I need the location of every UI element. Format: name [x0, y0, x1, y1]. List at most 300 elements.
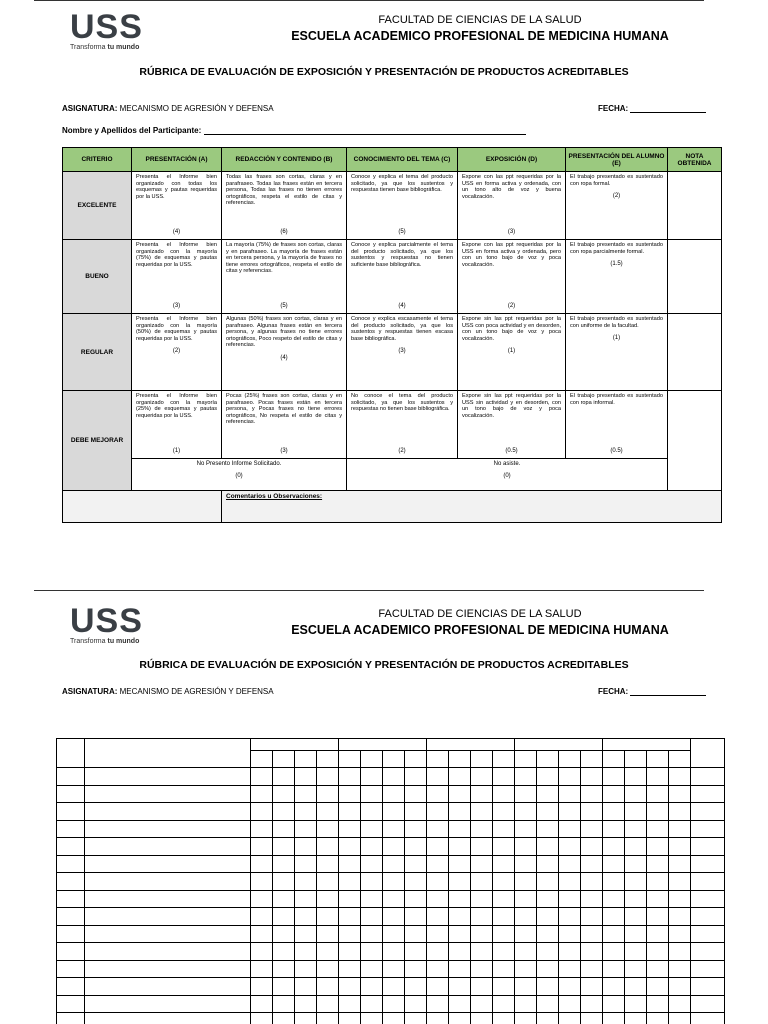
grid-cell[interactable] [669, 838, 691, 856]
grid-cell[interactable] [405, 890, 427, 908]
grid-cell[interactable] [295, 890, 317, 908]
grid-cell[interactable] [251, 820, 273, 838]
grid-cell[interactable] [273, 890, 295, 908]
grid-cell[interactable] [361, 978, 383, 996]
grid-cell[interactable] [405, 768, 427, 786]
date-field[interactable] [630, 112, 706, 113]
grid-cell[interactable] [493, 943, 515, 961]
grid-cell[interactable] [427, 960, 449, 978]
grid-cell[interactable] [295, 1013, 317, 1024]
grid-cell[interactable] [295, 820, 317, 838]
grid-cell[interactable] [295, 785, 317, 803]
grid-cell[interactable] [603, 995, 625, 1013]
grid-cell[interactable] [493, 960, 515, 978]
grid-cell[interactable] [85, 1013, 251, 1024]
grid-cell[interactable] [339, 890, 361, 908]
grid-cell[interactable] [317, 890, 339, 908]
grid-cell[interactable] [691, 943, 725, 961]
grid-cell[interactable] [317, 873, 339, 891]
grid-cell[interactable] [625, 943, 647, 961]
grid-cell[interactable] [57, 768, 85, 786]
grid-cell[interactable] [317, 908, 339, 926]
grid-cell[interactable] [603, 978, 625, 996]
grid-cell[interactable] [515, 890, 537, 908]
grid-cell[interactable] [493, 1013, 515, 1024]
grid-cell[interactable] [383, 820, 405, 838]
grid-cell[interactable] [57, 1013, 85, 1024]
grid-cell[interactable] [691, 768, 725, 786]
grid-cell[interactable] [405, 995, 427, 1013]
grid-cell[interactable] [669, 855, 691, 873]
grid-cell[interactable] [383, 890, 405, 908]
grid-cell[interactable] [669, 768, 691, 786]
grid-cell[interactable] [449, 838, 471, 856]
grid-cell[interactable] [251, 943, 273, 961]
grid-cell[interactable] [383, 838, 405, 856]
grid-cell[interactable] [493, 873, 515, 891]
grid-cell[interactable] [647, 978, 669, 996]
grid-cell[interactable] [427, 768, 449, 786]
grid-cell[interactable] [449, 978, 471, 996]
grid-cell[interactable] [581, 943, 603, 961]
grid-cell[interactable] [427, 855, 449, 873]
grid-cell[interactable] [471, 925, 493, 943]
grid-cell[interactable] [361, 768, 383, 786]
grid-cell[interactable] [647, 873, 669, 891]
grid-cell[interactable] [295, 978, 317, 996]
grid-cell[interactable] [669, 925, 691, 943]
grid-subheader-cell[interactable] [251, 751, 273, 768]
grid-cell[interactable] [625, 838, 647, 856]
grid-cell[interactable] [559, 838, 581, 856]
grid-cell[interactable] [251, 908, 273, 926]
grid-cell[interactable] [537, 908, 559, 926]
grid-cell[interactable] [471, 908, 493, 926]
grid-cell[interactable] [273, 785, 295, 803]
grid-cell[interactable] [603, 820, 625, 838]
comments-cell[interactable] [222, 491, 722, 523]
grid-cell[interactable] [85, 995, 251, 1013]
grid-subheader-cell[interactable] [493, 751, 515, 768]
grid-cell[interactable] [647, 925, 669, 943]
grid-cell[interactable] [317, 1013, 339, 1024]
grid-cell[interactable] [449, 768, 471, 786]
grid-cell[interactable] [449, 855, 471, 873]
grid-cell[interactable] [427, 908, 449, 926]
grid-subheader-cell[interactable] [471, 751, 493, 768]
grid-cell[interactable] [295, 995, 317, 1013]
grid-cell[interactable] [339, 960, 361, 978]
grid-cell[interactable] [625, 890, 647, 908]
grid-cell[interactable] [339, 873, 361, 891]
grid-cell[interactable] [449, 925, 471, 943]
grid-cell[interactable] [625, 785, 647, 803]
grid-cell[interactable] [625, 1013, 647, 1024]
grid-cell[interactable] [405, 960, 427, 978]
grid-cell[interactable] [691, 960, 725, 978]
grid-cell[interactable] [405, 943, 427, 961]
grid-cell[interactable] [339, 1013, 361, 1024]
grid-cell[interactable] [493, 978, 515, 996]
grid-cell[interactable] [559, 873, 581, 891]
grid-cell[interactable] [691, 890, 725, 908]
grid-cell[interactable] [493, 838, 515, 856]
grid-name-header[interactable] [85, 739, 251, 768]
grid-cell[interactable] [85, 838, 251, 856]
grid-cell[interactable] [515, 768, 537, 786]
grid-cell[interactable] [493, 820, 515, 838]
grid-group-header[interactable] [427, 739, 515, 751]
grid-cell[interactable] [339, 925, 361, 943]
grid-cell[interactable] [85, 978, 251, 996]
grid-cell[interactable] [515, 1013, 537, 1024]
grid-cell[interactable] [361, 943, 383, 961]
grid-cell[interactable] [85, 768, 251, 786]
grid-cell[interactable] [603, 768, 625, 786]
grid-subheader-cell[interactable] [537, 751, 559, 768]
grid-cell[interactable] [515, 873, 537, 891]
grid-cell[interactable] [317, 820, 339, 838]
grid-cell[interactable] [361, 890, 383, 908]
grid-cell[interactable] [581, 768, 603, 786]
grid-group-header[interactable] [251, 739, 339, 751]
grid-cell[interactable] [361, 838, 383, 856]
grid-cell[interactable] [427, 925, 449, 943]
grid-cell[interactable] [405, 855, 427, 873]
grid-cell[interactable] [647, 803, 669, 821]
grid-cell[interactable] [405, 908, 427, 926]
grid-cell[interactable] [85, 785, 251, 803]
grid-cell[interactable] [691, 785, 725, 803]
grid-cell[interactable] [295, 873, 317, 891]
grid-cell[interactable] [603, 890, 625, 908]
grid-cell[interactable] [273, 873, 295, 891]
grid-cell[interactable] [471, 978, 493, 996]
grid-cell[interactable] [339, 978, 361, 996]
grid-cell[interactable] [273, 960, 295, 978]
grid-cell[interactable] [339, 820, 361, 838]
grid-cell[interactable] [559, 785, 581, 803]
grid-cell[interactable] [603, 855, 625, 873]
grid-cell[interactable] [691, 925, 725, 943]
grid-subheader-cell[interactable] [273, 751, 295, 768]
grid-cell[interactable] [581, 873, 603, 891]
grid-cell[interactable] [471, 820, 493, 838]
grid-cell[interactable] [669, 803, 691, 821]
grid-cell[interactable] [295, 925, 317, 943]
grid-cell[interactable] [493, 925, 515, 943]
grid-cell[interactable] [405, 978, 427, 996]
grid-subheader-cell[interactable] [427, 751, 449, 768]
grid-cell[interactable] [515, 925, 537, 943]
grid-cell[interactable] [471, 960, 493, 978]
grid-cell[interactable] [427, 943, 449, 961]
grid-cell[interactable] [603, 925, 625, 943]
grid-cell[interactable] [449, 908, 471, 926]
grid-cell[interactable] [85, 908, 251, 926]
grid-cell[interactable] [317, 838, 339, 856]
grid-cell[interactable] [85, 960, 251, 978]
grid-cell[interactable] [273, 995, 295, 1013]
grid-cell[interactable] [691, 855, 725, 873]
grid-cell[interactable] [383, 978, 405, 996]
grid-cell[interactable] [471, 838, 493, 856]
grid-cell[interactable] [647, 908, 669, 926]
grid-cell[interactable] [559, 890, 581, 908]
grid-cell[interactable] [427, 978, 449, 996]
grid-cell[interactable] [603, 908, 625, 926]
grid-cell[interactable] [537, 855, 559, 873]
grid-cell[interactable] [361, 960, 383, 978]
grid-cell[interactable] [273, 820, 295, 838]
grid-cell[interactable] [647, 855, 669, 873]
grid-cell[interactable] [515, 978, 537, 996]
grid-cell[interactable] [559, 855, 581, 873]
grid-subheader-cell[interactable] [383, 751, 405, 768]
grid-cell[interactable] [317, 960, 339, 978]
grid-subheader-cell[interactable] [515, 751, 537, 768]
grid-cell[interactable] [405, 873, 427, 891]
grid-cell[interactable] [691, 838, 725, 856]
grid-cell[interactable] [273, 1013, 295, 1024]
grid-cell[interactable] [339, 908, 361, 926]
grid-cell[interactable] [317, 995, 339, 1013]
grid-cell[interactable] [471, 890, 493, 908]
grid-cell[interactable] [669, 960, 691, 978]
grid-cell[interactable] [669, 820, 691, 838]
grid-cell[interactable] [647, 1013, 669, 1024]
grid-cell[interactable] [295, 768, 317, 786]
grid-cell[interactable] [603, 803, 625, 821]
grid-cell[interactable] [427, 785, 449, 803]
grid-cell[interactable] [85, 943, 251, 961]
grid-cell[interactable] [691, 908, 725, 926]
grid-cell[interactable] [581, 820, 603, 838]
grid-cell[interactable] [295, 943, 317, 961]
grid-cell[interactable] [581, 803, 603, 821]
grid-cell[interactable] [295, 908, 317, 926]
grid-group-header[interactable] [339, 739, 427, 751]
grid-cell[interactable] [383, 943, 405, 961]
grid-cell[interactable] [493, 890, 515, 908]
grid-cell[interactable] [669, 1013, 691, 1024]
grid-cell[interactable] [647, 943, 669, 961]
grid-cell[interactable] [603, 838, 625, 856]
grid-cell[interactable] [405, 803, 427, 821]
grid-cell[interactable] [625, 908, 647, 926]
grid-cell[interactable] [85, 803, 251, 821]
grid-cell[interactable] [669, 943, 691, 961]
grid-cell[interactable] [669, 873, 691, 891]
grid-cell[interactable] [669, 890, 691, 908]
grid-cell[interactable] [515, 943, 537, 961]
grid-cell[interactable] [317, 803, 339, 821]
grid-cell[interactable] [691, 803, 725, 821]
grid-cell[interactable] [273, 855, 295, 873]
grid-cell[interactable] [515, 855, 537, 873]
grid-cell[interactable] [383, 855, 405, 873]
grid-cell[interactable] [405, 1013, 427, 1024]
grid-cell[interactable] [471, 1013, 493, 1024]
grid-cell[interactable] [625, 995, 647, 1013]
grid-cell[interactable] [471, 855, 493, 873]
grid-cell[interactable] [339, 768, 361, 786]
grid-cell[interactable] [471, 873, 493, 891]
grid-cell[interactable] [537, 1013, 559, 1024]
grid-cell[interactable] [625, 768, 647, 786]
grid-cell[interactable] [317, 943, 339, 961]
grid-cell[interactable] [339, 995, 361, 1013]
grid-cell[interactable] [361, 855, 383, 873]
grid-cell[interactable] [361, 820, 383, 838]
grid-cell[interactable] [273, 908, 295, 926]
grid-cell[interactable] [339, 803, 361, 821]
grid-cell[interactable] [57, 960, 85, 978]
grid-cell[interactable] [449, 960, 471, 978]
grid-subheader-cell[interactable] [581, 751, 603, 768]
grid-cell[interactable] [691, 873, 725, 891]
grid-cell[interactable] [383, 925, 405, 943]
grid-cell[interactable] [449, 820, 471, 838]
grid-cell[interactable] [493, 908, 515, 926]
grid-cell[interactable] [471, 803, 493, 821]
grid-cell[interactable] [273, 925, 295, 943]
grid-cell[interactable] [449, 943, 471, 961]
grid-cell[interactable] [427, 803, 449, 821]
grid-cell[interactable] [581, 890, 603, 908]
grid-cell[interactable] [493, 785, 515, 803]
date-field[interactable] [630, 695, 706, 696]
grid-cell[interactable] [493, 768, 515, 786]
grid-cell[interactable] [647, 820, 669, 838]
grid-group-header[interactable] [515, 739, 603, 751]
grid-cell[interactable] [559, 925, 581, 943]
grid-cell[interactable] [449, 890, 471, 908]
grid-cell[interactable] [625, 820, 647, 838]
grid-cell[interactable] [405, 820, 427, 838]
grid-cell[interactable] [251, 855, 273, 873]
grid-subheader-cell[interactable] [339, 751, 361, 768]
grid-cell[interactable] [57, 785, 85, 803]
grid-cell[interactable] [559, 995, 581, 1013]
grid-cell[interactable] [57, 943, 85, 961]
grid-cell[interactable] [85, 890, 251, 908]
grid-cell[interactable] [471, 785, 493, 803]
grid-cell[interactable] [493, 803, 515, 821]
grid-cell[interactable] [691, 820, 725, 838]
grid-cell[interactable] [471, 995, 493, 1013]
grid-cell[interactable] [647, 960, 669, 978]
grid-cell[interactable] [581, 785, 603, 803]
grid-cell[interactable] [515, 960, 537, 978]
grid-cell[interactable] [405, 785, 427, 803]
grid-cell[interactable] [515, 838, 537, 856]
grade-cell[interactable] [668, 172, 722, 240]
grid-cell[interactable] [361, 908, 383, 926]
grid-cell[interactable] [85, 855, 251, 873]
grid-cell[interactable] [471, 768, 493, 786]
grid-cell[interactable] [57, 873, 85, 891]
grid-cell[interactable] [427, 873, 449, 891]
grid-cell[interactable] [427, 995, 449, 1013]
grid-cell[interactable] [581, 960, 603, 978]
grid-cell[interactable] [625, 925, 647, 943]
grid-cell[interactable] [295, 960, 317, 978]
grid-cell[interactable] [405, 925, 427, 943]
grid-cell[interactable] [559, 908, 581, 926]
grid-cell[interactable] [647, 890, 669, 908]
grid-cell[interactable] [361, 803, 383, 821]
grid-cell[interactable] [85, 820, 251, 838]
grid-cell[interactable] [581, 1013, 603, 1024]
grid-cell[interactable] [559, 768, 581, 786]
grid-cell[interactable] [273, 978, 295, 996]
grid-cell[interactable] [383, 785, 405, 803]
grid-cell[interactable] [361, 785, 383, 803]
grid-cell[interactable] [383, 768, 405, 786]
grid-cell[interactable] [449, 803, 471, 821]
grid-cell[interactable] [57, 995, 85, 1013]
grid-cell[interactable] [647, 768, 669, 786]
grid-cell[interactable] [537, 785, 559, 803]
grid-cell[interactable] [515, 820, 537, 838]
grid-cell[interactable] [295, 838, 317, 856]
grid-cell[interactable] [581, 925, 603, 943]
grid-cell[interactable] [317, 978, 339, 996]
grid-cell[interactable] [625, 978, 647, 996]
grid-cell[interactable] [647, 838, 669, 856]
grid-cell[interactable] [57, 925, 85, 943]
grid-cell[interactable] [515, 785, 537, 803]
grid-cell[interactable] [669, 978, 691, 996]
grid-cell[interactable] [427, 820, 449, 838]
grid-cell[interactable] [603, 873, 625, 891]
grid-subheader-cell[interactable] [625, 751, 647, 768]
grid-subheader-cell[interactable] [361, 751, 383, 768]
grid-cell[interactable] [515, 908, 537, 926]
grid-cell[interactable] [493, 995, 515, 1013]
grid-cell[interactable] [251, 960, 273, 978]
grid-cell[interactable] [383, 803, 405, 821]
grid-cell[interactable] [625, 855, 647, 873]
grid-cell[interactable] [251, 995, 273, 1013]
grid-cell[interactable] [383, 995, 405, 1013]
grid-cell[interactable] [581, 995, 603, 1013]
grid-subheader-cell[interactable] [669, 751, 691, 768]
grid-cell[interactable] [669, 995, 691, 1013]
grid-subheader-cell[interactable] [295, 751, 317, 768]
grid-cell[interactable] [57, 838, 85, 856]
grid-cell[interactable] [57, 855, 85, 873]
grid-cell[interactable] [691, 978, 725, 996]
grid-cell[interactable] [537, 995, 559, 1013]
grid-cell[interactable] [361, 873, 383, 891]
grid-cell[interactable] [251, 1013, 273, 1024]
grid-cell[interactable] [603, 943, 625, 961]
grade-cell[interactable] [668, 240, 722, 314]
grid-cell[interactable] [449, 785, 471, 803]
grid-cell[interactable] [515, 995, 537, 1013]
grid-subheader-cell[interactable] [317, 751, 339, 768]
grid-cell[interactable] [251, 768, 273, 786]
grid-cell[interactable] [57, 890, 85, 908]
grid-cell[interactable] [537, 838, 559, 856]
grid-cell[interactable] [361, 995, 383, 1013]
grid-cell[interactable] [471, 943, 493, 961]
grid-cell[interactable] [251, 803, 273, 821]
grid-cell[interactable] [581, 838, 603, 856]
grid-cell[interactable] [427, 838, 449, 856]
